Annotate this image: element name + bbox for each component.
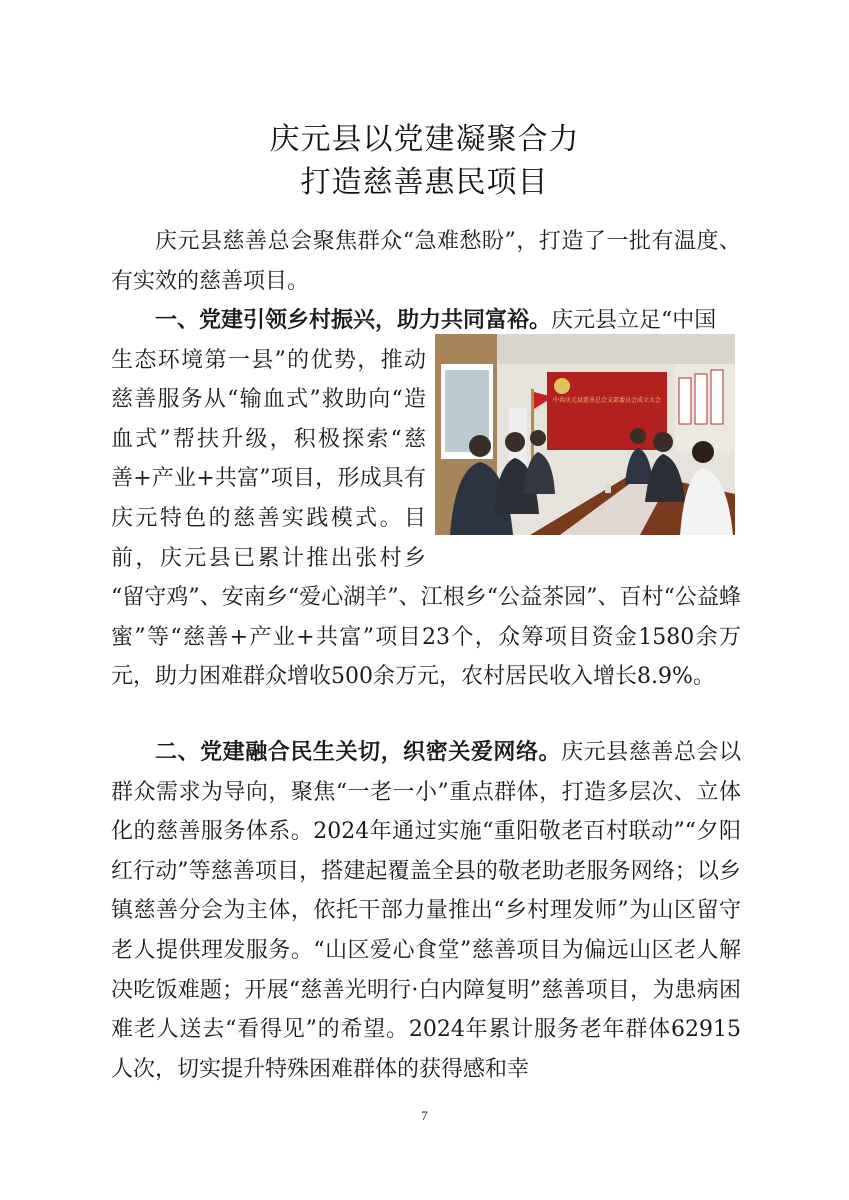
section2-paragraph: [111, 733, 741, 1089]
section1-text-first: 庆元县立足“中国: [551, 308, 717, 333]
section2-text: 庆元县慈善总会以群众需求为导向，聚焦“一老一小”重点群体，打造多层次、立体化的慈善服务体系。2024年通过实施“重阳敬老百村联动”“夕阳红行动”等慈善项目，搭建起覆盖全县的敬老助老服务网络；以乡镇慈善分会为主体，依托干部力量推出“乡村理发师”为山区留守老人提供理发服务。“山区爱心食堂”慈善项目为偏远山区老人解决吃饭难题；开展“慈善光明行·白内障复明”慈善项目，为患病困难老人送去“看得见”的希望。2024年累计服务老年群体62915人次，切实提升特殊困难群体的获得感和幸: [111, 740, 741, 1082]
meeting-photo: [435, 334, 735, 535]
wrap-line: 前，庆元县已累计推出张村乡: [111, 545, 426, 571]
meeting-photo-illustration: [435, 334, 735, 535]
wrap-line: 生态环境第一县”的优势，推动: [111, 347, 426, 373]
document-title-line-2: 打造慈善惠民项目: [300, 165, 549, 200]
page-number: 7: [421, 1108, 428, 1123]
document-title-line-1: 庆元县以党建凝聚合力: [269, 122, 580, 157]
intro-paragraph: 庆元县慈善总会聚焦群众“急难愁盼”，打造了一批有温度、有实效的慈善项目。: [111, 229, 741, 294]
section1-text-rest: “留守鸡”、安南乡“爱心湖羊”、江根乡“公益茶园”、百村“公益蜂蜜”等“慈善+产业+共富”项目23个，众筹项目资金1580余万元，助力困难群众增收500余万元，农村居民收入增长8.9%。: [111, 585, 741, 690]
meeting-banner-text: 中共庆元县慈善总会支部委员会成立大会: [552, 397, 662, 404]
wrap-line: 血式”帮扶升级，积极探索“慈: [111, 426, 426, 452]
section1-heading: 一、党建引领乡村振兴，助力共同富裕。: [155, 307, 552, 333]
section2-heading: 二、党建融合民生关切，织密关爱网络。: [155, 739, 562, 765]
wrap-line: 庆元特色的慈善实践模式。目: [111, 506, 426, 531]
wrap-line: 善+产业+共富”项目，形成具有: [111, 466, 426, 492]
wrap-line: 慈善服务从“输血式”救助向“造: [111, 387, 426, 413]
